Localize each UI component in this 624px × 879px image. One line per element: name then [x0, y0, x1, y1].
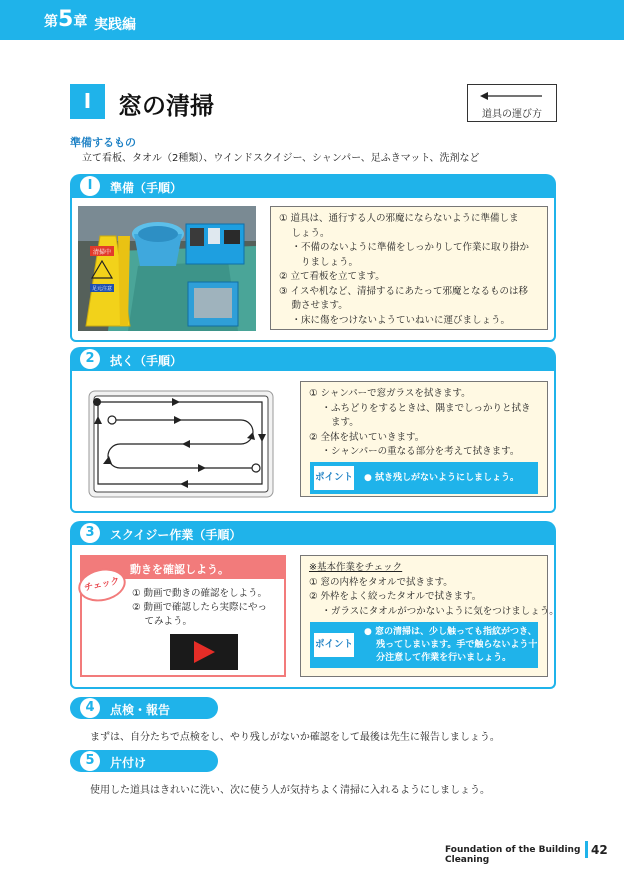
section-1-bar: [70, 174, 556, 198]
section-2-number: 2: [80, 349, 100, 369]
step-line: ・不備のないように準備をしっかりして作業に取り掛か: [279, 242, 530, 253]
section-5-label: 片付け: [110, 756, 147, 770]
step-line: ① シャンパーで窓ガラスを拭きます。: [309, 388, 471, 399]
cleaning-tools-photo: [78, 206, 256, 331]
sign-caution-text: 清掃中: [92, 249, 112, 256]
step-line: しょう。: [279, 227, 330, 239]
section-3-point: [310, 622, 538, 668]
section-5-text: 使用した道具はきれいに洗い、次に使う人が気持ちよく清掃に入れるようにしましょう。: [90, 785, 490, 796]
play-icon: [192, 640, 216, 664]
check-heading: 動きを確認しよう。: [130, 563, 229, 576]
section-4-number: 4: [80, 698, 100, 718]
point-text: 分注意して作業を行いましょう。: [364, 653, 512, 663]
video-play-button[interactable]: [170, 634, 238, 670]
check-steps: [132, 587, 267, 629]
footer-book-title: Foundation of the Building Cleaning: [445, 845, 581, 865]
section-3-label: スクイジー作業（手順）: [110, 528, 242, 542]
step-line: ます。: [309, 417, 359, 428]
check-line: ② 動画で確認したら実際にやっ: [132, 602, 268, 613]
section-4-text: まずは、自分たちで点検をし、やり残しがないか確認をして最後は先生に報告しましょう。: [90, 732, 500, 743]
page-title: 窓の清掃: [118, 92, 214, 120]
section-2-point: [310, 462, 538, 494]
flow-legend-label: 道具の運び方: [482, 109, 542, 120]
check-line: てみよう。: [132, 616, 193, 627]
prep-heading: 準備するもの: [70, 136, 136, 149]
wiping-path-diagram: [86, 388, 276, 500]
step-line: ・ふちどりをするときは、隅までしっかりと拭き: [309, 402, 531, 414]
section-4-label: 点検・報告: [110, 703, 171, 717]
step-line: ② 外枠をよく絞ったタオルで拭きます。: [309, 591, 482, 602]
step-line: ・シャンパーの重なる部分を考えて拭きます。: [309, 446, 520, 457]
section-2-bar: [70, 347, 556, 371]
section-4-pill: [70, 697, 218, 719]
check-badge: チェック: [75, 564, 129, 605]
step-line: ① 窓の内枠をタオルで拭きます。: [309, 576, 453, 588]
point-text: ● 拭き残しがないようにしましょう。: [364, 473, 519, 483]
step-line: ② 立て看板を立てます。: [279, 271, 385, 282]
footer-divider: [585, 841, 588, 858]
section-5-number: 5: [80, 751, 100, 771]
check-video-box: [80, 555, 286, 677]
section-3-bar: [70, 521, 556, 545]
left-arrow-icon: [468, 87, 556, 105]
chapter-title: 実践編: [94, 17, 136, 33]
step-line: ① 道具は、通行する人の邪魔にならないように準備しま: [279, 213, 519, 224]
section-5-pill: [70, 750, 218, 772]
title-numeral: Ⅰ: [70, 84, 105, 119]
flow-legend: [467, 84, 557, 122]
step-line: ・床に傷をつけないようていねいに運びましょう。: [279, 314, 511, 326]
step-line: ③ イスや机など、清掃するにあたって邪魔となるものは移: [279, 285, 528, 297]
check-line: ① 動画で動きの確認をしよう。: [132, 588, 268, 599]
section-1-steps: [270, 206, 548, 330]
section-1-number: Ⅰ: [80, 176, 100, 196]
point-tag: ポイント: [314, 633, 354, 657]
sign-sub-text: 足元注意: [91, 286, 113, 292]
point-tag: ポイント: [314, 466, 354, 490]
step-line: りましょう。: [279, 256, 359, 268]
step-line: ② 全体を拭いていきます。: [309, 431, 425, 443]
step-line: 動させます。: [279, 300, 348, 311]
section-1-label: 準備（手順）: [110, 181, 183, 195]
step-heading: ※基本作業をチェック: [309, 562, 403, 573]
point-text: ● 窓の清掃は、少し触っても指紋がつき、: [364, 627, 537, 637]
chapter-label: 第5章: [44, 7, 88, 32]
step-line: ・ガラスにタオルがつかないように気をつけましょう。: [309, 605, 559, 617]
section-2-label: 拭く（手順）: [110, 354, 183, 368]
section-3-number: 3: [80, 523, 100, 543]
page-number: 42: [591, 843, 608, 857]
prep-text: 立て看板、タオル（2種類）、ウインドスクイジー、シャンパー、足ふきマット、洗剤など: [82, 153, 480, 164]
point-text: 残ってしまいます。手で触らないよう十: [364, 640, 538, 650]
